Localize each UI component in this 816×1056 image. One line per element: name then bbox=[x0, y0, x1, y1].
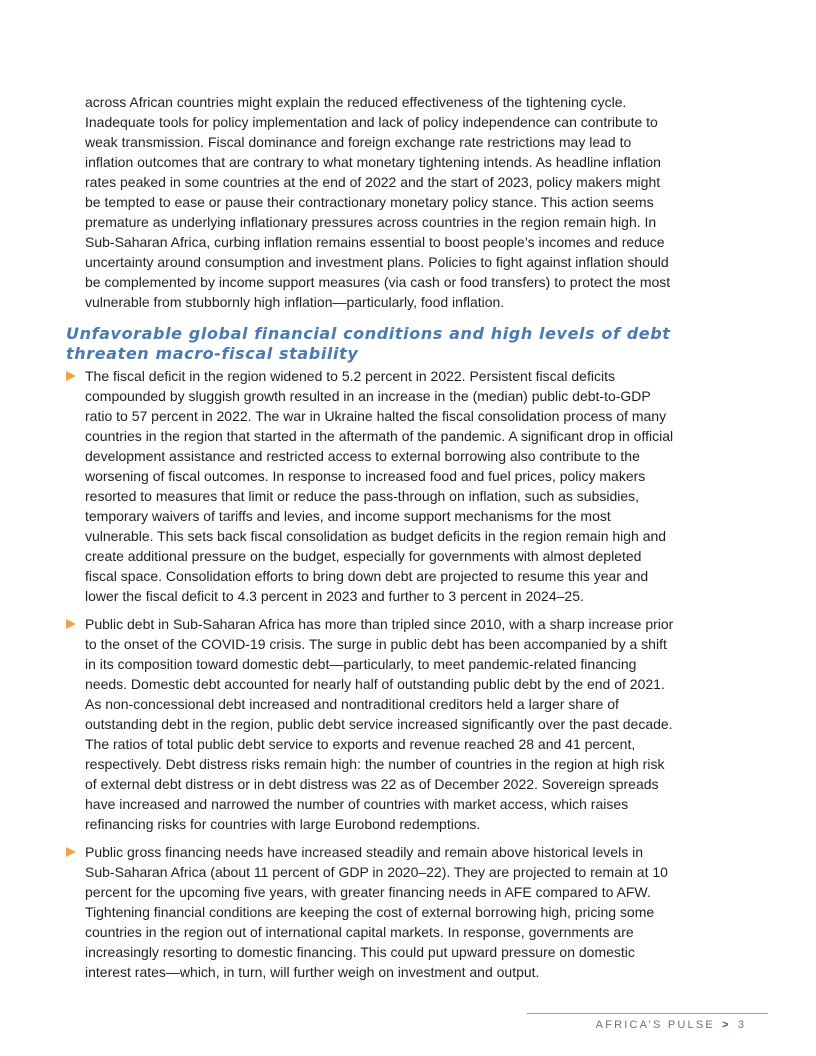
bullet-text: Public debt in Sub-Saharan Africa has more than tripled since 2010, with a sharp increase prior to the onset of the COVID-19 crisis. The surge in public debt has been accompanied by a shift in its composition toward domestic debt—particularly, to meet pandemic-related financing needs. Domestic debt accounted for nearly half of outstanding public debt by the end of 2021. As non-concessional debt increased and nontraditional creditors held a larger share of outstanding debt in the region, public debt service increased significantly over the past decade. The ratios of total public debt service to exports and revenue reached 28 and 41 percent, respectively. Debt distress risks remain high: the number of countries in the region at high risk of external debt distress or in debt distress was 22 as of December 2022. Sovereign spreads have increased and narrowed the number of countries with market access, which raises refinancing risks for countries with large Eurobond redemptions. bbox=[85, 616, 674, 832]
page-footer bbox=[596, 1018, 744, 1032]
bullet-text: Public gross financing needs have increased steadily and remain above historical levels in Sub-Saharan Africa (about 11 percent of GDP in 2020–22). They are projected to remain at 10 percent for the upcoming five years, with greater financing needs in AFE compared to AFW. Tightening financial conditions are keeping the cost of external borrowing high, pricing some countries in the region out of international capital markets. In response, governments are increasingly resorting to domestic financing. This could put upward pressure on domestic interest rates—which, in turn, will further weigh on investment and output. bbox=[85, 844, 668, 980]
chevron-right-icon: > bbox=[722, 1019, 729, 1031]
triangle-bullet-icon bbox=[66, 371, 76, 381]
publication-name: AFRICA’S PULSE bbox=[595, 1019, 715, 1031]
intro-paragraph: across African countries might explain the reduced effectiveness of the tightening cycle. Inadequate tools for policy implementation and lack of policy independence can contribute to weak transmission. Fiscal dominance and foreign exchange rate restrictions may lead to inflation outcomes that are contrary to what monetary tightening intends. As headline inflation rates peaked in some countries at the end of 2022 and the start of 2023, policy makers might be tempted to ease or pause their contractionary monetary policy stance. This action seems premature as underlying inflationary pressures across countries in the region remain high. In Sub-Saharan Africa, curbing inflation remains essential to boost people’s incomes and reduce uncertainty around consumption and investment plans. Policies to fight against inflation should be complemented by income support measures (via cash or food transfers) to protect the most vulnerable from stubbornly high inflation—particularly, food inflation. bbox=[85, 94, 671, 310]
triangle-bullet-icon bbox=[66, 847, 76, 857]
triangle-bullet-icon bbox=[66, 619, 76, 629]
bullet-item-public-debt bbox=[85, 614, 675, 834]
bullet-item-financing-needs bbox=[85, 842, 675, 982]
page-number: 3 bbox=[737, 1019, 744, 1031]
footer-divider bbox=[527, 1013, 768, 1014]
bullet-text: The fiscal deficit in the region widened to 5.2 percent in 2022. Persistent fiscal deficits compounded by sluggish growth resulted in an increase in the (median) public debt-to-GDP ratio to 57 percent in 2022. The war in Ukraine halted the fiscal consolidation process of many countries in the region that started in the aftermath of the pandemic. A significant drop in official development assistance and restricted access to external borrowing also contribute to the worsening of fiscal outcomes. In response to increased food and fuel prices, policy makers resorted to measures that limit or reduce the pass-through on inflation, such as subsidies, temporary waivers of tariffs and levies, and income support mechanisms for the most vulnerable. This sets back fiscal consolidation as budget deficits in the region remain high and create additional pressure on the budget, especially for governments with almost depleted fiscal space. Consolidation efforts to bring down debt are projected to resume this year and lower the fiscal deficit to 4.3 percent in 2023 and further to 3 percent in 2024–25. bbox=[85, 368, 674, 604]
page-content bbox=[66, 92, 675, 990]
bullet-item-fiscal-deficit bbox=[85, 366, 675, 606]
section-heading: Unfavorable global financial conditions and high levels of debt threaten macro-fiscal stability bbox=[66, 324, 671, 363]
bullet-list bbox=[85, 366, 675, 982]
